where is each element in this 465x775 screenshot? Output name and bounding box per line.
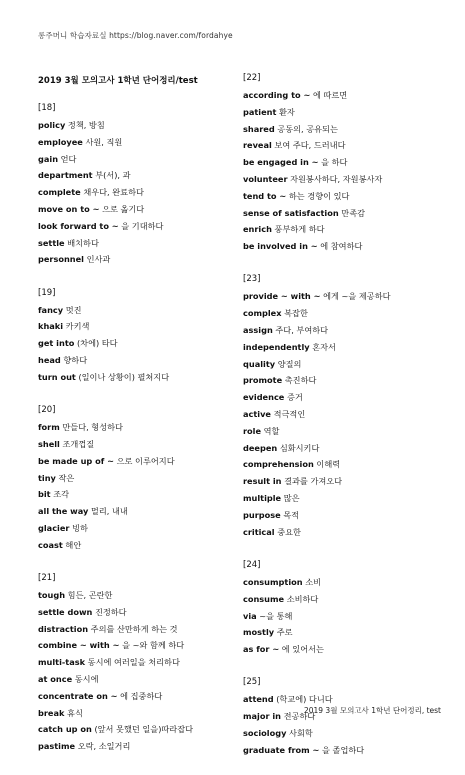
english-term: get into [38, 338, 75, 349]
korean-meaning: 양질의 [277, 358, 302, 369]
english-term: bit [38, 489, 51, 500]
english-term: department [38, 170, 93, 181]
vocab-entry [38, 235, 243, 252]
korean-meaning: 소비하다 [286, 593, 319, 604]
english-term: promote [243, 375, 283, 386]
korean-meaning: 적극적인 [273, 409, 306, 420]
english-term: personnel [38, 254, 84, 265]
vocab-entry [243, 171, 448, 188]
english-term: complete [38, 187, 81, 198]
korean-meaning: 으로 이루어지다 [116, 455, 175, 466]
english-term: employee [38, 136, 83, 147]
korean-meaning: 부(서), 과 [95, 170, 131, 181]
vocab-entry [243, 524, 448, 541]
english-term: pastime [38, 741, 76, 752]
section-number: [20] [38, 405, 56, 416]
korean-meaning: 작은 [58, 472, 75, 483]
korean-meaning: 촉진하다 [284, 375, 317, 386]
vocab-entry [243, 104, 448, 121]
english-term: tough [38, 590, 66, 601]
korean-meaning: 복잡한 [284, 308, 308, 319]
section-number: [18] [38, 103, 56, 113]
korean-meaning: 배치하다 [67, 237, 99, 248]
vocab-entry [243, 188, 448, 205]
english-term: multiple [243, 493, 282, 504]
english-term: be involved in ~ [243, 241, 318, 252]
english-term: be engaged in ~ [243, 157, 319, 168]
english-term: critical [243, 526, 275, 537]
korean-meaning: (차에) 타다 [76, 338, 118, 349]
english-term: sociology [243, 728, 287, 738]
english-term: settle down [38, 606, 93, 617]
english-term: mostly [243, 627, 275, 638]
section-number: [23] [243, 274, 261, 285]
vocab-entry [243, 372, 448, 389]
english-term: consumption [243, 576, 303, 587]
vocab-section [243, 70, 448, 255]
korean-meaning: 조개껍질 [62, 438, 95, 449]
english-term: enrich [243, 224, 272, 235]
english-term: turn out [38, 371, 76, 382]
korean-meaning: 주의를 산만하게 하는 것 [90, 623, 178, 634]
vocab-section [38, 100, 243, 268]
korean-meaning: (학교에) 다니다 [276, 694, 333, 705]
korean-meaning: 을 졸업하다 [322, 744, 365, 755]
page-header: 롱주머니 학습자료실 https://blog.naver.com/fordahye [38, 31, 233, 40]
vocab-entry [243, 742, 448, 759]
korean-meaning: 공동의, 공유되는 [277, 123, 338, 134]
vocab-entry [38, 621, 243, 638]
english-term: sense of satisfaction [243, 207, 339, 218]
vocab-entry [38, 688, 243, 705]
vocab-entry [243, 356, 448, 373]
vocab-entry [38, 151, 243, 168]
english-term: comprehension [243, 459, 314, 470]
vocab-entry [243, 305, 448, 322]
english-term: head [38, 355, 61, 366]
section-number: [25] [243, 677, 261, 688]
english-term: shared [243, 123, 275, 134]
vocab-section [243, 557, 448, 658]
korean-meaning: 하는 경향이 있다 [288, 190, 350, 201]
vocab-entry [38, 419, 243, 436]
vocab-entry [38, 218, 243, 235]
english-term: active [243, 409, 271, 420]
english-term: major in [243, 711, 282, 722]
vocab-entry [243, 490, 448, 507]
vocab-entry [243, 641, 448, 658]
korean-meaning: 멀리, 내내 [90, 506, 128, 517]
english-term: evidence [243, 392, 285, 403]
english-term: attend [243, 694, 274, 705]
korean-meaning: 카키색 [65, 321, 90, 332]
vocab-entry [38, 117, 243, 134]
korean-meaning: (일이나 상황이) 펼쳐지다 [78, 371, 170, 382]
english-term: combine ~ with ~ [38, 640, 120, 651]
korean-meaning: 보여 주다, 드러내다 [274, 140, 346, 151]
right-column [243, 70, 448, 775]
vocab-section [38, 285, 243, 386]
english-term: purpose [243, 509, 281, 520]
section-number: [24] [243, 559, 261, 570]
korean-meaning: 중요한 [277, 526, 301, 537]
korean-meaning: 동시에 [74, 674, 99, 685]
vocab-entry [243, 725, 448, 742]
english-term: role [243, 425, 262, 436]
korean-meaning: 자원봉사하다, 자원봉사자 [290, 173, 383, 184]
english-term: glacier [38, 522, 70, 533]
vocab-section [38, 402, 243, 553]
korean-meaning: 에 참여하다 [320, 241, 363, 252]
english-term: gain [38, 153, 59, 164]
english-term: tend to ~ [243, 190, 287, 201]
english-term: reveal [243, 140, 272, 151]
vocab-entry [38, 201, 243, 218]
vocab-entry [38, 318, 243, 335]
vocab-entry [38, 520, 243, 537]
english-term: all the way [38, 506, 89, 517]
vocab-entry [243, 624, 448, 641]
vocab-entry [243, 121, 448, 138]
english-term: look forward to ~ [38, 220, 119, 231]
vocab-entry [38, 167, 243, 184]
korean-meaning: 조각 [53, 489, 70, 500]
korean-meaning: 만들다, 형성하다 [62, 422, 123, 433]
english-term: tiny [38, 472, 56, 483]
vocab-entry [38, 671, 243, 688]
english-term: volunteer [243, 173, 288, 184]
english-term: coast [38, 539, 63, 550]
korean-meaning: ~을 통해 [259, 610, 293, 621]
korean-meaning: 사원, 직원 [85, 136, 123, 147]
korean-meaning: 을 ~와 함께 하다 [122, 640, 185, 651]
vocab-entry [243, 339, 448, 356]
vocab-entry [243, 389, 448, 406]
vocab-entry [243, 154, 448, 171]
korean-meaning: 동시에 여러일을 처리하다 [87, 657, 180, 668]
korean-meaning: 전공하다 [283, 711, 316, 722]
korean-meaning: 풍부하게 하다 [274, 224, 325, 235]
vocab-entry [38, 134, 243, 151]
english-term: patient [243, 106, 277, 117]
english-term: complex [243, 308, 282, 319]
vocab-entry [38, 486, 243, 503]
vocab-entry [243, 608, 448, 625]
vocab-entry [243, 288, 448, 305]
vocab-entry [38, 537, 243, 554]
korean-meaning: 주다, 부여하다 [275, 325, 329, 336]
korean-meaning: 소비 [305, 576, 322, 587]
korean-meaning: 정책, 방침 [67, 120, 105, 130]
korean-meaning: 으로 옮기다 [102, 203, 145, 214]
vocab-section [243, 674, 448, 758]
english-term: assign [243, 325, 273, 336]
korean-meaning: 인사과 [86, 254, 111, 265]
english-term: be made up of ~ [38, 455, 115, 466]
english-term: distraction [38, 623, 89, 634]
korean-meaning: 향하다 [63, 355, 88, 366]
english-term: as for ~ [243, 644, 280, 655]
vocab-entry [38, 453, 243, 470]
vocab-entry [243, 322, 448, 339]
section-number: [19] [38, 287, 56, 298]
vocab-entry [243, 238, 448, 255]
korean-meaning: 채우다, 완료하다 [83, 187, 144, 198]
english-term: catch up on [38, 724, 92, 735]
english-term: deepen [243, 442, 278, 453]
korean-meaning: 멋진 [65, 304, 82, 315]
english-term: provide ~ with ~ [243, 291, 321, 302]
english-term: fancy [38, 304, 64, 315]
korean-meaning: 환자 [279, 106, 295, 117]
section-number: [22] [243, 73, 261, 83]
english-term: form [38, 422, 60, 433]
korean-meaning: 증거 [286, 392, 303, 403]
english-term: policy [38, 120, 66, 130]
vocab-entry [38, 721, 243, 738]
vocab-entry [243, 507, 448, 524]
vocab-section [243, 271, 448, 540]
vocab-entry [38, 184, 243, 201]
english-term: multi-task [38, 657, 86, 668]
vocab-entry [38, 705, 243, 722]
vocab-entry [243, 221, 448, 238]
english-term: shell [38, 438, 60, 449]
vocab-section [38, 570, 243, 755]
english-term: result in [243, 476, 282, 487]
vocab-entry [243, 591, 448, 608]
vocab-entry [38, 302, 243, 319]
vocab-entry [38, 587, 243, 604]
korean-meaning: 역할 [263, 425, 280, 436]
english-term: settle [38, 237, 65, 248]
korean-meaning: 얻다 [60, 153, 77, 164]
korean-meaning: 사회학 [289, 728, 313, 738]
vocab-entry [38, 335, 243, 352]
english-term: via [243, 610, 257, 621]
section-number: [21] [38, 573, 56, 584]
vocab-entry [38, 738, 243, 755]
english-term: concentrate on ~ [38, 690, 118, 701]
vocab-entry [38, 503, 243, 520]
vocab-entry [243, 423, 448, 440]
korean-meaning: 빙하 [72, 522, 88, 533]
vocab-entry [243, 205, 448, 222]
korean-meaning: 결과를 가져오다 [284, 476, 343, 487]
english-term: break [38, 707, 65, 718]
vocab-entry [38, 654, 243, 671]
vocab-entry [243, 137, 448, 154]
korean-meaning: 에 있어서는 [281, 644, 324, 655]
vocab-entry [243, 87, 448, 104]
vocab-entry [38, 470, 243, 487]
korean-meaning: 에 따르면 [312, 90, 348, 100]
vocab-entry [38, 637, 243, 654]
korean-meaning: 목적 [283, 509, 300, 520]
vocab-entry [243, 574, 448, 591]
vocab-entry [38, 369, 243, 386]
korean-meaning: 많은 [283, 493, 300, 504]
page-footer: 2019 3월 모의고사 1학년 단어정리, test [303, 706, 441, 715]
korean-meaning: 혼자서 [312, 341, 336, 352]
korean-meaning: (앞서 못했던 일을)따라잡다 [94, 724, 194, 735]
english-term: consume [243, 593, 285, 604]
english-term: independently [243, 341, 310, 352]
vocab-entry [38, 604, 243, 621]
vocab-entry [38, 251, 243, 268]
korean-meaning: 이해력 [316, 459, 341, 470]
english-term: move on to ~ [38, 203, 100, 214]
english-term: khaki [38, 321, 64, 332]
english-term: at once [38, 674, 73, 685]
korean-meaning: 만족감 [341, 207, 366, 218]
english-term: according to ~ [243, 90, 311, 100]
vocab-entry [38, 436, 243, 453]
english-term: quality [243, 358, 276, 369]
korean-meaning: 진정하다 [94, 606, 127, 617]
korean-meaning: 해안 [65, 539, 82, 550]
korean-meaning: 에 집중하다 [120, 690, 163, 701]
vocab-entry [243, 440, 448, 457]
korean-meaning: 심화시키다 [279, 442, 320, 453]
korean-meaning: 힘든, 곤란한 [67, 590, 113, 601]
korean-meaning: 주로 [276, 627, 293, 638]
left-column [38, 100, 243, 772]
english-term: graduate from ~ [243, 744, 320, 755]
korean-meaning: 을 하다 [321, 157, 348, 168]
vocab-entry [243, 473, 448, 490]
vocab-entry [243, 456, 448, 473]
document-title: 2019 3월 모의고사 1학년 단어정리/test [38, 76, 198, 86]
korean-meaning: 에게 ~을 제공하다 [323, 291, 391, 302]
korean-meaning: 을 기대하다 [121, 220, 164, 231]
vocab-entry [38, 352, 243, 369]
korean-meaning: 오락, 소일거리 [77, 741, 131, 752]
korean-meaning: 휴식 [67, 707, 83, 718]
vocab-entry [243, 406, 448, 423]
